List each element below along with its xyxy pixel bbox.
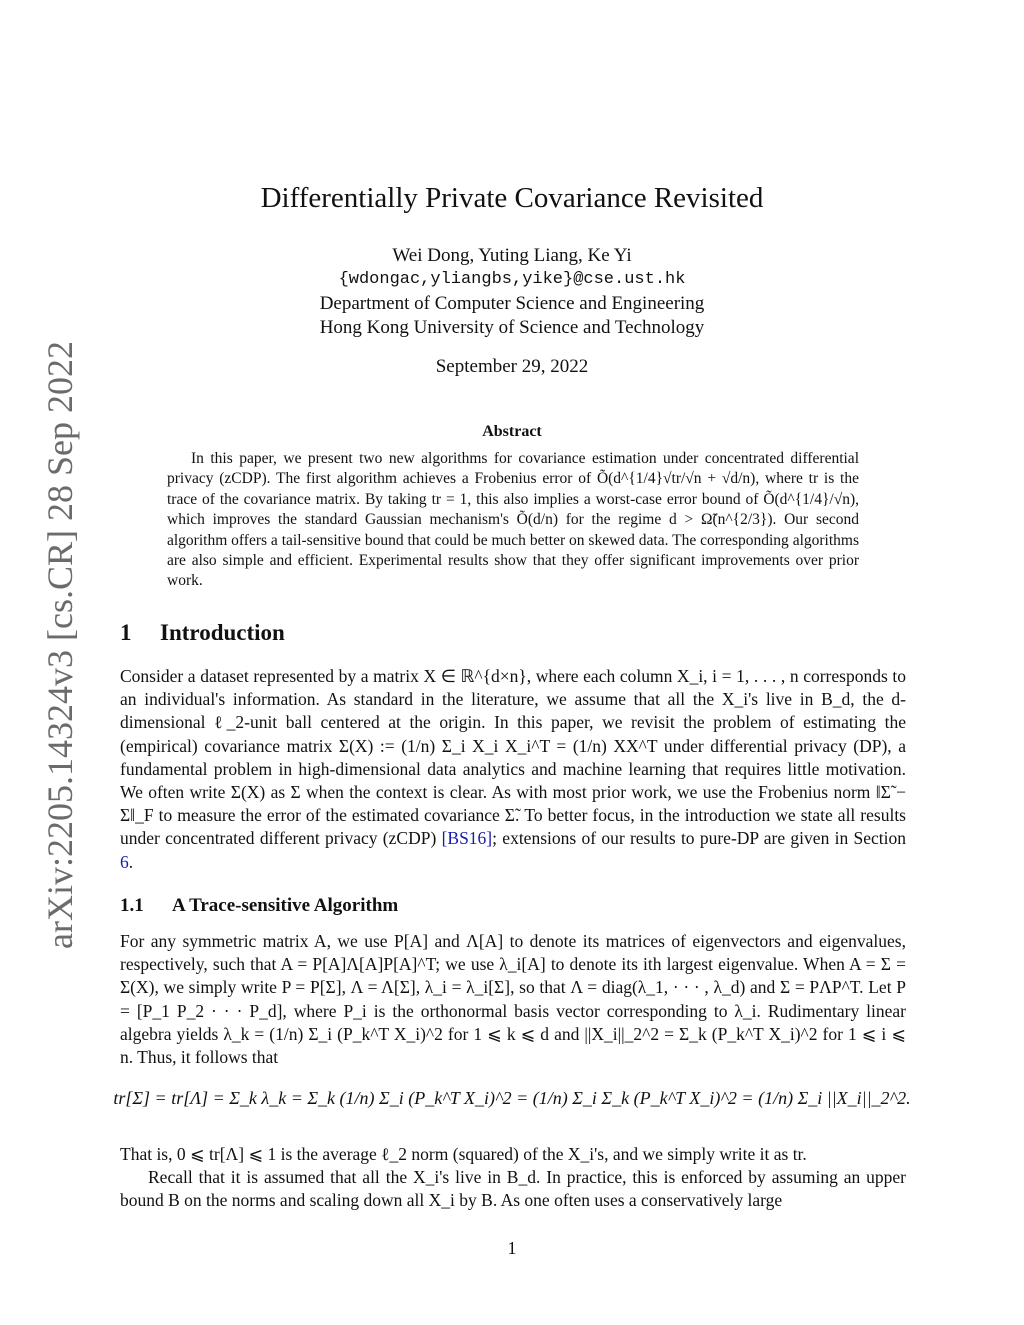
- closing-paragraphs: [120, 1143, 906, 1213]
- section-title: Introduction: [160, 620, 285, 645]
- after-equation-text: That is, 0 ⩽ tr[Λ] ⩽ 1 is the average ℓ_2 norm (squared) of the X_i's, and we simply write it as tr.: [120, 1144, 807, 1164]
- subsection-heading: [120, 895, 398, 917]
- trace-text: For any symmetric matrix A, we use P[A] and Λ[A] to denote its matrices of eigenvectors and eigenvalues, respectively, such that A = P[A]Λ[A]P[A]^T; we use λ_i[A] to denote its ith largest eigenvalue. When A = Σ = Σ(X), we simply write P = P[Σ], Λ = Λ[Σ], λ_i = λ_i[Σ], so that Λ = diag(λ_1, · · · , λ_d) and Σ = PΛP^T. Let P = [P_1 P_2 · · · P_d], where P_i is the orthonormal basis vector corresponding to λ_i. Rudimentary linear algebra yields λ_k = (1/n) Σ_i (P_k^T X_i)^2 for 1 ⩽ k ⩽ d and ||X_i||_2^2 = Σ_k (P_k^T X_i)^2 for 1 ⩽ i ⩽ n. Thus, it follows that: [120, 931, 906, 1068]
- subsection-number: 1.1: [120, 895, 144, 916]
- display-equation: tr[Σ] = tr[Λ] = Σ_k λ_k = Σ_k (1/n) Σ_i (P_k^T X_i)^2 = (1/n) Σ_i Σ_k (P_k^T X_i)^2 = (1/n) Σ_i ||X_i||_2^2.: [113, 1088, 911, 1108]
- abstract-text: In this paper, we present two new algorithms for covariance estimation under concentrated differential privacy (zCDP). The first algorithm achieves a Frobenius error of Õ(d^{1/4}√tr/√n + √d/n), where tr is the trace of the covariance matrix. By taking tr = 1, this also implies a worst-case error bound of Õ(d^{1/4}/√n), which improves the standard Gaussian mechanism's Õ(d/n) for the regime d > Ω̃(n^{2/3}). Our second algorithm offers a tail-sensitive bound that could be much better on skewed data. The corresponding algorithms are also simple and efficient. Experimental results show that they offer significant improvements over prior work.: [167, 450, 859, 590]
- subsection-title: A Trace-sensitive Algorithm: [172, 895, 399, 916]
- recall-text: Recall that it is assumed that all the X_i's live in B_d. In practice, this is enforced by assuming an upper bound B on the norms and scaling down all X_i by B. As one often uses a conservatively large: [120, 1167, 906, 1211]
- citation-link[interactable]: [BS16]: [441, 828, 493, 849]
- trace-paragraph: [120, 930, 906, 1069]
- author-department: Department of Computer Science and Engineering: [319, 293, 705, 314]
- section-number: 1: [120, 620, 132, 645]
- intro-text-a: Consider a dataset represented by a matrix X ∈ ℝ^{d×n}, where each column X_i, i = 1, . . . , n corresponds to an individual's information. As standard in the literature, we assume that all the X_i's live in B_d, the d-dimensional ℓ_2-unit ball centered at the origin. In this paper, we revisit the problem of estimating the (empirical) covariance matrix Σ(X) := (1/n) Σ_i X_i X_i^T = (1/n) XX^T under differential privacy (DP), a fundamental problem in high-dimensional data analytics and machine learning that requires little motivation. We often write Σ(X) as Σ when the context is clear. As with most prior work, we use the Frobenius norm ‖Σ̃ − Σ‖_F to measure the error of the estimated covariance Σ̃. To better focus, in the introduction we state all results under concentrated different privacy (zCDP): [120, 666, 906, 849]
- page-number: 1: [507, 1238, 517, 1258]
- author-block: [0, 244, 1024, 340]
- author-email: {wdongac,yliangbs,yike}@cse.ust.hk: [338, 270, 686, 289]
- abstract: [167, 449, 859, 592]
- author-university: Hong Kong University of Science and Technology: [319, 317, 705, 338]
- paper-title: Differentially Private Covariance Revisited: [260, 182, 764, 214]
- section-heading: [120, 620, 285, 646]
- intro-text-b: ; extensions of our results to pure-DP are given in Section: [492, 828, 907, 849]
- author-names: Wei Dong, Yuting Liang, Ke Yi: [392, 245, 632, 266]
- section-reference-link[interactable]: 6: [120, 851, 129, 872]
- intro-paragraph: Consider a dataset represented by a matrix X ∈ ℝ^{d×n}, where each column X_i, i = 1, . . . , n corresponds to an individual's information. As standard in the literature, we assume that all the X_i's live in B_d, the d-dimensional ℓ_2-unit ball centered at the origin. In this paper, we revisit the problem of estimating the (empirical) covariance matrix Σ(X) := (1/n) Σ_i X_i X_i^T = (1/n) XX^T under differential privacy (DP), a fundamental problem in high-dimensional data analytics and machine learning that requires little motivation. We often write Σ(X) as Σ when the context is clear. As with most prior work, we use the Frobenius norm ‖Σ̃ − Σ‖_F to measure the error of the estimated covariance Σ̃. To better focus, in the introduction we state all results under concentrated different privacy (zCDP) [BS16]; extensions of our results to pure-DP are given in Section 6.: [120, 666, 907, 872]
- paper-date: September 29, 2022: [435, 356, 589, 377]
- arxiv-side-stamp: arXiv:2205.14324v3 [cs.CR] 28 Sep 2022: [40, 341, 80, 949]
- abstract-heading: Abstract: [482, 423, 542, 440]
